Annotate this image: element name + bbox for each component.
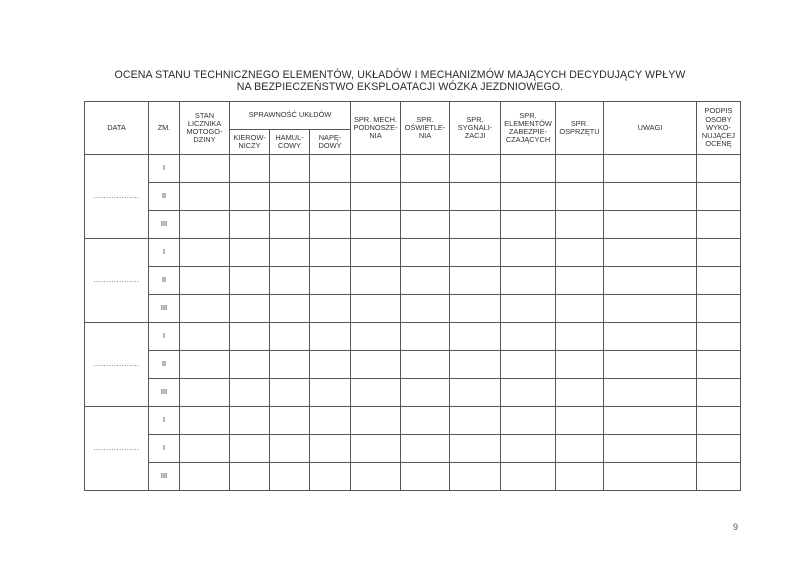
entry-cell[interactable] xyxy=(180,295,230,323)
entry-cell[interactable] xyxy=(501,267,556,295)
shift-cell: I xyxy=(149,239,180,267)
entry-cell[interactable] xyxy=(270,435,310,463)
entry-cell[interactable] xyxy=(310,155,351,183)
form-title-line-2: NA BEZPIECZEŃSTWO EKSPLOATACJI WÓZKA JEZDNIOWEGO. xyxy=(236,81,564,93)
entry-cell[interactable] xyxy=(351,351,401,379)
entry-cell[interactable] xyxy=(270,323,310,351)
date-cell[interactable]: .................. xyxy=(85,407,149,491)
table-row xyxy=(85,379,741,407)
entry-cell[interactable] xyxy=(501,379,556,407)
entry-cell[interactable] xyxy=(501,435,556,463)
table-row xyxy=(85,435,741,463)
entry-cell[interactable] xyxy=(556,435,604,463)
entry-cell[interactable] xyxy=(401,295,450,323)
entry-cell[interactable] xyxy=(351,239,401,267)
entry-cell[interactable] xyxy=(310,463,351,491)
table-row xyxy=(85,351,741,379)
entry-cell[interactable] xyxy=(556,407,604,435)
entry-cell[interactable] xyxy=(351,407,401,435)
entry-cell[interactable] xyxy=(501,295,556,323)
entry-cell[interactable] xyxy=(270,379,310,407)
date-cell[interactable]: .................. xyxy=(85,323,149,407)
entry-cell[interactable] xyxy=(450,435,501,463)
entry-cell[interactable] xyxy=(697,155,741,183)
entry-cell[interactable] xyxy=(310,239,351,267)
entry-cell[interactable] xyxy=(270,183,310,211)
header-zm: ZM. xyxy=(149,102,180,155)
shift-cell: I xyxy=(149,323,180,351)
table-body xyxy=(85,155,741,491)
entry-cell[interactable] xyxy=(697,435,741,463)
table-row xyxy=(85,211,741,239)
header-spr-elementow: SPR. ELEMENTÓW ZABEZPIE-CZAJĄCYCH xyxy=(501,102,556,155)
entry-cell[interactable] xyxy=(310,211,351,239)
table-row xyxy=(85,295,741,323)
entry-cell[interactable] xyxy=(310,435,351,463)
header-kierowniczy: KIEROW-NICZY xyxy=(230,130,270,155)
entry-cell[interactable] xyxy=(556,183,604,211)
entry-cell[interactable] xyxy=(230,463,270,491)
entry-cell[interactable] xyxy=(450,211,501,239)
entry-cell[interactable] xyxy=(604,211,697,239)
entry-cell[interactable] xyxy=(310,267,351,295)
entry-cell[interactable] xyxy=(310,407,351,435)
header-stan-licznika: STAN LICZNIKA MOTOGO-DZINY xyxy=(180,102,230,155)
table-row xyxy=(85,323,741,351)
entry-cell[interactable] xyxy=(401,323,450,351)
entry-cell[interactable] xyxy=(270,407,310,435)
entry-cell[interactable] xyxy=(604,351,697,379)
entry-cell[interactable] xyxy=(310,323,351,351)
header-spr-oswietlenia: SPR. OŚWIETLE-NIA xyxy=(401,102,450,155)
header-uwagi: UWAGI xyxy=(604,102,697,155)
entry-cell[interactable] xyxy=(450,323,501,351)
entry-cell[interactable] xyxy=(501,463,556,491)
entry-cell[interactable] xyxy=(351,435,401,463)
entry-cell[interactable] xyxy=(230,351,270,379)
entry-cell[interactable] xyxy=(501,407,556,435)
entry-cell[interactable] xyxy=(310,295,351,323)
entry-cell[interactable] xyxy=(230,323,270,351)
entry-cell[interactable] xyxy=(450,239,501,267)
entry-cell[interactable] xyxy=(604,407,697,435)
shift-cell: I xyxy=(149,155,180,183)
table-row xyxy=(85,239,741,267)
entry-cell[interactable] xyxy=(230,239,270,267)
entry-cell[interactable] xyxy=(310,183,351,211)
entry-cell[interactable] xyxy=(310,351,351,379)
entry-cell[interactable] xyxy=(697,183,741,211)
entry-cell[interactable] xyxy=(180,183,230,211)
header-sprawnosc-ukladow: SPRAWNOŚĆ UKŁDÓW xyxy=(230,102,351,130)
entry-cell[interactable] xyxy=(401,379,450,407)
entry-cell[interactable] xyxy=(501,239,556,267)
entry-cell[interactable] xyxy=(351,211,401,239)
entry-cell[interactable] xyxy=(697,239,741,267)
header-hamulcowy: HAMUL-COWY xyxy=(270,130,310,155)
entry-cell[interactable] xyxy=(270,155,310,183)
entry-cell[interactable] xyxy=(556,267,604,295)
entry-cell[interactable] xyxy=(351,295,401,323)
inspection-table xyxy=(84,101,741,491)
entry-cell[interactable] xyxy=(230,435,270,463)
table-row xyxy=(85,407,741,435)
entry-cell[interactable] xyxy=(401,267,450,295)
entry-cell[interactable] xyxy=(180,379,230,407)
entry-cell[interactable] xyxy=(450,295,501,323)
entry-cell[interactable] xyxy=(351,183,401,211)
entry-cell[interactable] xyxy=(401,463,450,491)
entry-cell[interactable] xyxy=(180,463,230,491)
entry-cell[interactable] xyxy=(556,463,604,491)
shift-cell: II xyxy=(149,267,180,295)
entry-cell[interactable] xyxy=(697,323,741,351)
entry-cell[interactable] xyxy=(556,239,604,267)
entry-cell[interactable] xyxy=(230,267,270,295)
entry-cell[interactable] xyxy=(556,351,604,379)
date-cell[interactable]: .................. xyxy=(85,155,149,239)
entry-cell[interactable] xyxy=(180,323,230,351)
entry-cell[interactable] xyxy=(556,323,604,351)
entry-cell[interactable] xyxy=(401,155,450,183)
entry-cell[interactable] xyxy=(270,295,310,323)
entry-cell[interactable] xyxy=(401,211,450,239)
form-title xyxy=(0,69,800,93)
entry-cell[interactable] xyxy=(230,295,270,323)
entry-cell[interactable] xyxy=(556,155,604,183)
entry-cell[interactable] xyxy=(604,155,697,183)
entry-cell[interactable] xyxy=(180,351,230,379)
entry-cell[interactable] xyxy=(230,155,270,183)
entry-cell[interactable] xyxy=(180,267,230,295)
entry-cell[interactable] xyxy=(556,295,604,323)
entry-cell[interactable] xyxy=(310,379,351,407)
shift-cell: III xyxy=(149,295,180,323)
entry-cell[interactable] xyxy=(697,267,741,295)
entry-cell[interactable] xyxy=(180,407,230,435)
entry-cell[interactable] xyxy=(604,295,697,323)
shift-cell: III xyxy=(149,211,180,239)
shift-cell: II xyxy=(149,183,180,211)
entry-cell[interactable] xyxy=(604,239,697,267)
shift-cell: III xyxy=(149,463,180,491)
page-number: 9 xyxy=(733,522,739,532)
entry-cell[interactable] xyxy=(501,183,556,211)
entry-cell[interactable] xyxy=(270,463,310,491)
entry-cell[interactable] xyxy=(401,435,450,463)
entry-cell[interactable] xyxy=(697,295,741,323)
entry-cell[interactable] xyxy=(180,155,230,183)
entry-cell[interactable] xyxy=(604,323,697,351)
header-napedowy: NAPĘ-DOWY xyxy=(310,130,351,155)
entry-cell[interactable] xyxy=(401,351,450,379)
entry-cell[interactable] xyxy=(401,239,450,267)
entry-cell[interactable] xyxy=(230,407,270,435)
shift-cell: I xyxy=(149,435,180,463)
entry-cell[interactable] xyxy=(180,435,230,463)
header-podpis: PODPIS OSOBY WYKO-NUJĄCEJ OCENĘ xyxy=(697,102,741,155)
date-cell[interactable]: .................. xyxy=(85,239,149,323)
entry-cell[interactable] xyxy=(450,267,501,295)
entry-cell[interactable] xyxy=(501,351,556,379)
form-title-line-1: OCENA STANU TECHNICZNEGO ELEMENTÓW, UKŁADÓW I MECHANIZMÓW MAJĄCYCH DECYDUJĄCY WPŁYW xyxy=(114,69,686,81)
entry-cell[interactable] xyxy=(351,463,401,491)
entry-cell[interactable] xyxy=(604,379,697,407)
entry-cell[interactable] xyxy=(401,183,450,211)
entry-cell[interactable] xyxy=(501,323,556,351)
entry-cell[interactable] xyxy=(697,407,741,435)
shift-cell: III xyxy=(149,379,180,407)
entry-cell[interactable] xyxy=(697,463,741,491)
header-spr-osprzetu: SPR. OSPRZĘTU xyxy=(556,102,604,155)
entry-cell[interactable] xyxy=(230,379,270,407)
header-spr-mech: SPR. MECH. PODNOSZE-NIA xyxy=(351,102,401,155)
entry-cell[interactable] xyxy=(270,351,310,379)
entry-cell[interactable] xyxy=(450,351,501,379)
table-row xyxy=(85,267,741,295)
header-spr-sygnalizacji: SPR. SYGNALI-ZACJI xyxy=(450,102,501,155)
entry-cell[interactable] xyxy=(450,407,501,435)
entry-cell[interactable] xyxy=(604,267,697,295)
entry-cell[interactable] xyxy=(697,351,741,379)
entry-cell[interactable] xyxy=(501,155,556,183)
entry-cell[interactable] xyxy=(450,379,501,407)
entry-cell[interactable] xyxy=(270,239,310,267)
entry-cell[interactable] xyxy=(230,211,270,239)
entry-cell[interactable] xyxy=(351,323,401,351)
entry-cell[interactable] xyxy=(180,239,230,267)
entry-cell[interactable] xyxy=(604,463,697,491)
entry-cell[interactable] xyxy=(180,211,230,239)
header-data: DATA xyxy=(85,102,149,155)
entry-cell[interactable] xyxy=(230,183,270,211)
entry-cell[interactable] xyxy=(351,267,401,295)
entry-cell[interactable] xyxy=(351,155,401,183)
table-row xyxy=(85,155,741,183)
table-row xyxy=(85,463,741,491)
entry-cell[interactable] xyxy=(450,183,501,211)
entry-cell[interactable] xyxy=(450,155,501,183)
entry-cell[interactable] xyxy=(697,211,741,239)
entry-cell[interactable] xyxy=(556,211,604,239)
entry-cell[interactable] xyxy=(604,435,697,463)
entry-cell[interactable] xyxy=(450,463,501,491)
entry-cell[interactable] xyxy=(351,379,401,407)
entry-cell[interactable] xyxy=(501,211,556,239)
entry-cell[interactable] xyxy=(270,267,310,295)
entry-cell[interactable] xyxy=(604,183,697,211)
entry-cell[interactable] xyxy=(556,379,604,407)
entry-cell[interactable] xyxy=(697,379,741,407)
entry-cell[interactable] xyxy=(401,407,450,435)
table-row xyxy=(85,183,741,211)
shift-cell: I xyxy=(149,407,180,435)
shift-cell: II xyxy=(149,351,180,379)
entry-cell[interactable] xyxy=(270,211,310,239)
